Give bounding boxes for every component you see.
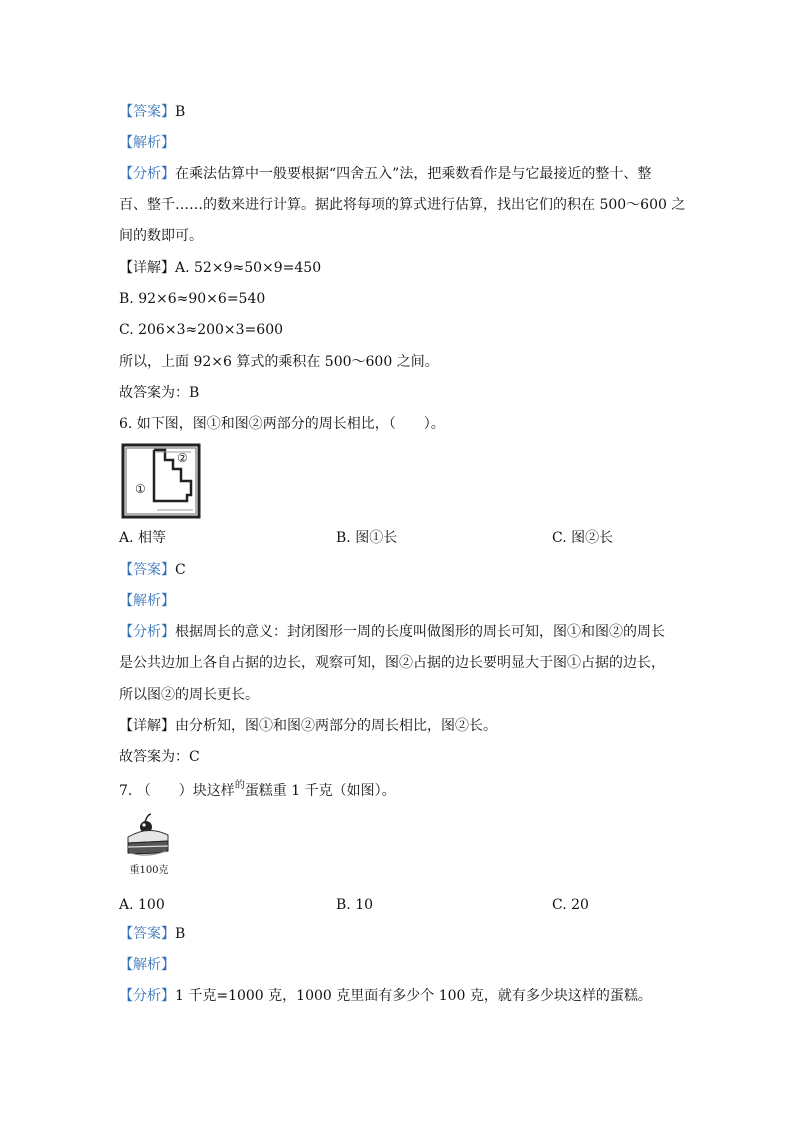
perimeter-figure-svg (121, 443, 201, 519)
answer-tag: 【答案】 (119, 104, 175, 120)
xiangjie-tag: 【详解】 (119, 260, 175, 276)
answer-value: C (175, 562, 186, 578)
q7-option-b: B. 10 (336, 897, 374, 913)
q6-option-b: B. 图①长 (336, 530, 398, 546)
q6-fenxi-line-2: 是公共边加上各自占据的边长，观察可知，图②占据的边长要明显大于图①占据的边长， (119, 655, 665, 671)
q5-fenxi-line-2: 百、整千……的数来进行计算。据此将每项的算式进行估算，找出它们的积在 500～600 之 (119, 197, 686, 213)
xiangjie-tag: 【详解】 (119, 718, 175, 734)
q6-question: 6. 如下图，图①和图②两部分的周长相比，（ ）。 (119, 416, 445, 432)
q5-xiangjie-line-2: B. 92×6≈90×6=540 (119, 291, 266, 307)
q6-fenxi-line-3: 所以图②的周长更长。 (119, 687, 259, 703)
fenxi-text: 在乘法估算中一般要根据“四舍五入”法，把乘数看作是与它最接近的整十、整 (175, 166, 652, 182)
fenxi-tag: 【分析】 (119, 166, 175, 182)
cake-icon (124, 811, 174, 861)
q7-answer-line (119, 924, 185, 944)
q6-option-c: C. 图②长 (552, 530, 614, 546)
answer-value: B (175, 104, 186, 120)
q5-fenxi-line-1 (119, 164, 651, 184)
q7-question-post: 蛋糕重 1 千克（如图）。 (244, 783, 396, 799)
q6-analysis-tag: 【解析】 (119, 593, 175, 609)
figure-label-2: ② (177, 451, 188, 465)
q5-answer-line (119, 102, 185, 122)
q7-fenxi-line-1 (119, 986, 652, 1006)
q7-question (119, 781, 396, 803)
figure-label-1: ① (135, 482, 146, 496)
q6-final-answer: 故答案为：C (119, 749, 200, 765)
answer-tag: 【答案】 (119, 926, 175, 942)
q6-answer-line (119, 560, 186, 580)
q5-final-answer: 故答案为：B (119, 385, 200, 401)
q7-option-a: A. 100 (119, 897, 165, 913)
fenxi-tag: 【分析】 (119, 988, 175, 1004)
answer-value: B (175, 926, 186, 942)
q5-xiangjie-line-3: C. 206×3≈200×3=600 (119, 322, 284, 338)
cake-caption: 重100克 (129, 865, 169, 876)
xiangjie-text: A. 52×9≈50×9=450 (175, 260, 322, 276)
q7-option-c: C. 20 (552, 897, 589, 913)
q5-fenxi-line-3: 间的数即可。 (119, 228, 203, 244)
q7-question-pre: 7. （ ）块这样 (119, 783, 235, 799)
xiangjie-text: 由分析知，图①和图②两部分的周长相比，图②长。 (175, 718, 497, 734)
perimeter-figure (121, 443, 201, 519)
fenxi-tag: 【分析】 (119, 624, 175, 640)
q5-conclusion: 所以，上面 92×6 算式的乘积在 500～600 之间。 (119, 354, 439, 370)
q5-xiangjie-line-1 (119, 258, 321, 278)
q6-xiangjie-line (119, 716, 497, 736)
fenxi-text: 根据周长的意义：封闭图形一周的长度叫做图形的周长可知，图①和图②的周长 (175, 624, 665, 640)
q6-option-a: A. 相等 (119, 530, 167, 546)
q7-analysis-tag: 【解析】 (119, 957, 175, 973)
q7-question-sup: 的 (234, 780, 245, 791)
answer-tag: 【答案】 (119, 562, 175, 578)
q5-analysis-tag: 【解析】 (119, 135, 175, 151)
q6-fenxi-line-1 (119, 622, 665, 642)
fenxi-text: 1 千克=1000 克，1000 克里面有多少个 100 克，就有多少块这样的蛋糕。 (175, 988, 652, 1004)
cake-figure (124, 811, 174, 877)
